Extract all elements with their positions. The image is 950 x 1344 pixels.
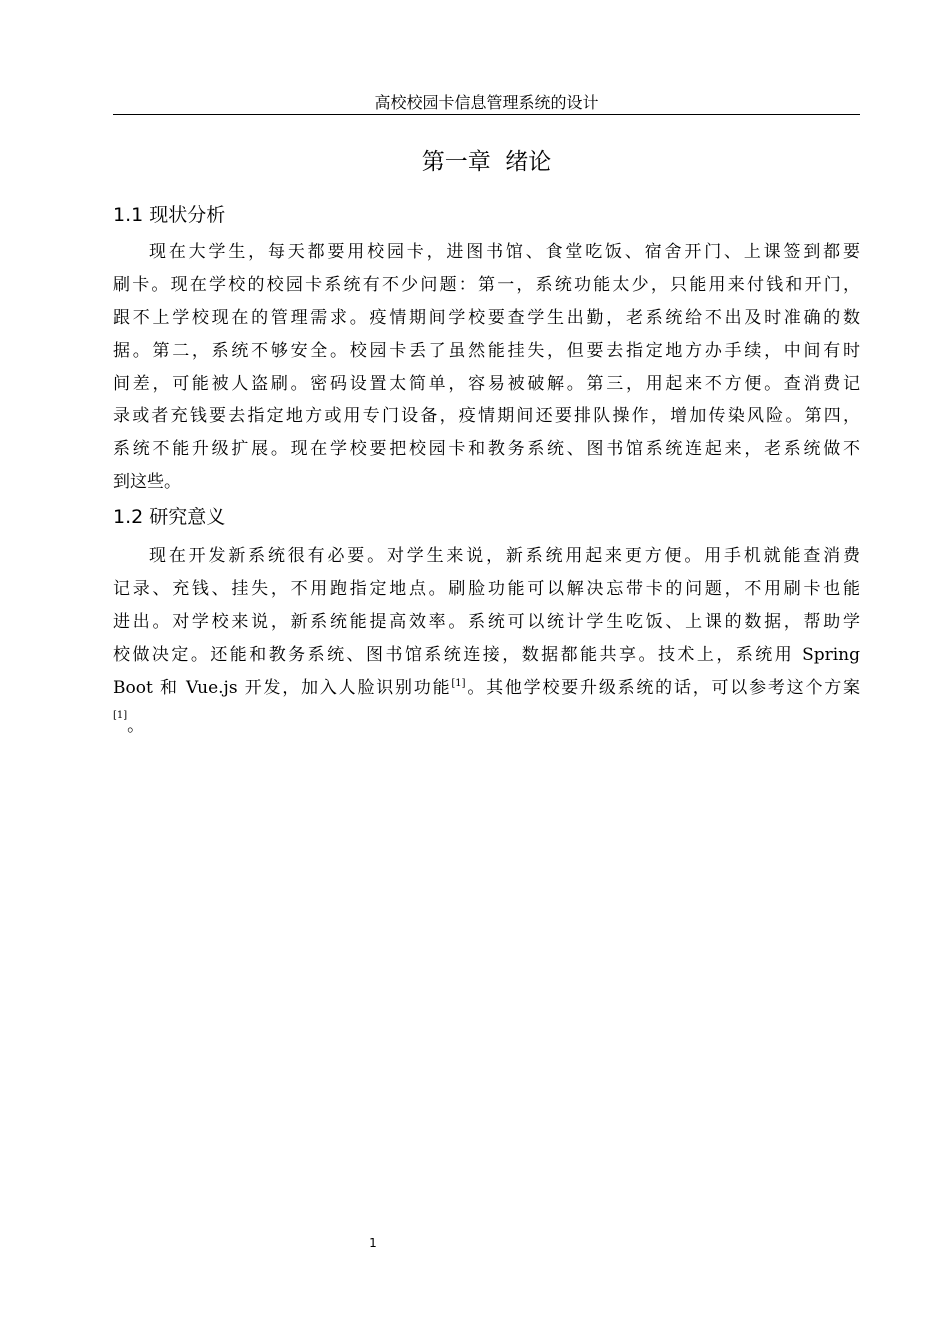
text-segment: 。 [127, 716, 145, 737]
text-line: 录或者充钱要去指定地方或用专门设备，疫情期间还要排队操作，增加传染风险。第四， [113, 406, 860, 427]
text-line: 刷卡。现在学校的校园卡系统有不少问题：第一，系统功能太少，只能用来付钱和开门， [113, 274, 860, 295]
text-line: 间差，可能被人盗刷。密码设置太简单，容易被破解。第三，用起来不方便。查消费记 [113, 373, 860, 394]
running-header: 高校校园卡信息管理系统的设计 [374, 93, 599, 112]
citation-ref: [1] [113, 710, 128, 722]
section-heading-1-2: 1.2 研究意义 [113, 506, 226, 528]
chapter-title: 第一章 绪论 [421, 149, 552, 175]
text-line [113, 704, 860, 737]
text-line: 据。第二，系统不够安全。校园卡丢了虽然能挂失，但要去指定地方办手续，中间有时 [113, 340, 860, 361]
text-line: 现在大学生，每天都要用校园卡，进图书馆、食堂吃饭、宿舍开门、上课签到都要 [149, 242, 860, 262]
text-line: 到这些。 [113, 472, 181, 493]
text-line: 跟不上学校现在的管理需求。疫情期间学校要查学生出勤，老系统给不出及时准确的数 [113, 307, 860, 328]
header-rule [113, 114, 860, 115]
text-segment: Boot 和 Vue.js 开发，加入人脸识别功能 [113, 677, 452, 698]
page-number: 1 [369, 1236, 377, 1250]
text-line: 系统不能升级扩展。现在学校要把校园卡和教务系统、图书馆系统连起来，老系统做不 [113, 439, 860, 460]
text-line: 进出。对学校来说，新系统能提高效率。系统可以统计学生吃饭、上课的数据，帮助学 [113, 611, 860, 632]
text-line: 现在开发新系统很有必要。对学生来说，新系统用起来更方便。用手机就能查消费 [149, 546, 860, 566]
text-line: 记录、充钱、挂失，不用跑指定地点。刷脸功能可以解决忘带卡的问题，不用刷卡也能 [113, 578, 860, 599]
citation-ref: [1] [451, 677, 466, 689]
text-segment: 。其他学校要升级系统的话，可以参考这个方案 [465, 677, 861, 698]
text-line [113, 672, 860, 705]
paragraph-research-significance [113, 540, 860, 737]
text-line: 校做决定。还能和教务系统、图书馆系统连接，数据都能共享。技术上，系统用 Spring [113, 644, 860, 665]
section-heading-1-1: 1.1 现状分析 [113, 204, 226, 226]
paragraph-status-analysis [113, 236, 860, 499]
